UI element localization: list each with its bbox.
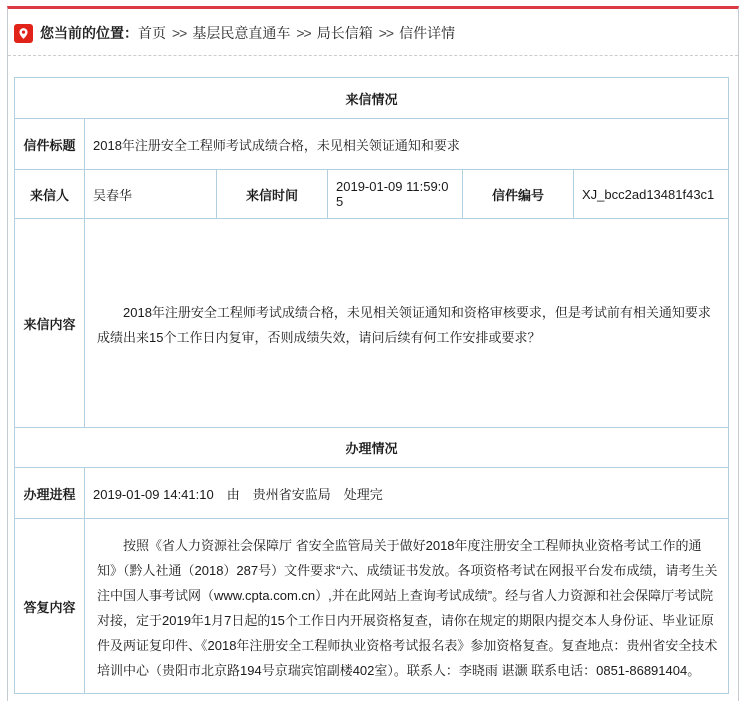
letter-title-value: 2018年注册安全工程师考试成绩合格，未见相关领证通知和要求 (85, 119, 729, 170)
page-container (7, 6, 739, 701)
letter-detail-area (8, 56, 738, 694)
sender-label: 来信人 (15, 170, 85, 219)
location-pin-icon (14, 24, 33, 43)
breadcrumb-separator: >> (172, 25, 187, 41)
section-header-letter: 来信情况 (15, 78, 729, 119)
reply-content-cell (85, 519, 729, 694)
reply-content-label: 答复内容 (15, 519, 85, 694)
letter-number-value: XJ_bcc2ad13481f43c1 (574, 170, 729, 219)
table-row (15, 119, 729, 170)
letter-title-label: 信件标题 (15, 119, 85, 170)
letter-time-label: 来信时间 (217, 170, 328, 219)
process-progress-value: 2019-01-09 14:41:10 由 贵州省安监局 处理完 (85, 468, 729, 519)
table-row (15, 170, 729, 219)
reply-content-text: 按照《省人力资源社会保障厅 省安全监管局关于做好2018年度注册安全工程师执业资格考试工作的通知》（黔人社通（2018）287号）文件要求“六、成绩证书发放。各项资格考试在网报平台发布成绩，请考生关注中国人事考试网（www.cpta.com.cn）,并在此网站上查询考试成绩”。经与省人力资源和社会保障厅考试院对接，定于2019年1月7日起的15个工作日内开展资格复查，请你在规定的期限内提交本人身份证、毕业证原件及两证复印件、《2018年注册安全工程师执业资格考试报名表》参加资格复查。复查地点：贵州省安全技术培训中心（贵阳市北京路194号京瑞宾馆副楼402室）。联系人：李晓雨 谌灏 联系电话：0851-86891404。 (97, 538, 718, 678)
letter-content-label: 来信内容 (15, 219, 85, 428)
table-row (15, 78, 729, 119)
breadcrumb-link-mailbox[interactable]: 局长信箱 (316, 25, 373, 41)
table-row (15, 219, 729, 428)
breadcrumb-separator: >> (378, 25, 394, 41)
breadcrumb-link-grassroots[interactable]: 基层民意直通车 (192, 25, 291, 41)
letter-content-cell (85, 219, 729, 428)
letter-time-value: 2019-01-09 11:59:05 (328, 170, 463, 219)
breadcrumb-current-page: 信件详情 (399, 25, 456, 41)
breadcrumb-link-home[interactable]: 首页 (138, 25, 166, 41)
letter-detail-table (14, 77, 729, 694)
breadcrumb-label: 您当前的位置： (40, 25, 138, 41)
section-header-process: 办理情况 (15, 428, 729, 468)
breadcrumb (8, 9, 738, 56)
process-progress-label: 办理进程 (15, 468, 85, 519)
table-row (15, 428, 729, 468)
table-row (15, 468, 729, 519)
breadcrumb-separator: >> (296, 25, 311, 41)
table-row (15, 519, 729, 694)
sender-value: 吴春华 (85, 170, 217, 219)
letter-number-label: 信件编号 (463, 170, 574, 219)
letter-content-text: 2018年注册安全工程师考试成绩合格，未见相关领证通知和资格审核要求，但是考试前有相关通知要求成绩出来15个工作日内复审，否则成绩失效，请问后续有何工作安排或要求？ (97, 305, 711, 345)
